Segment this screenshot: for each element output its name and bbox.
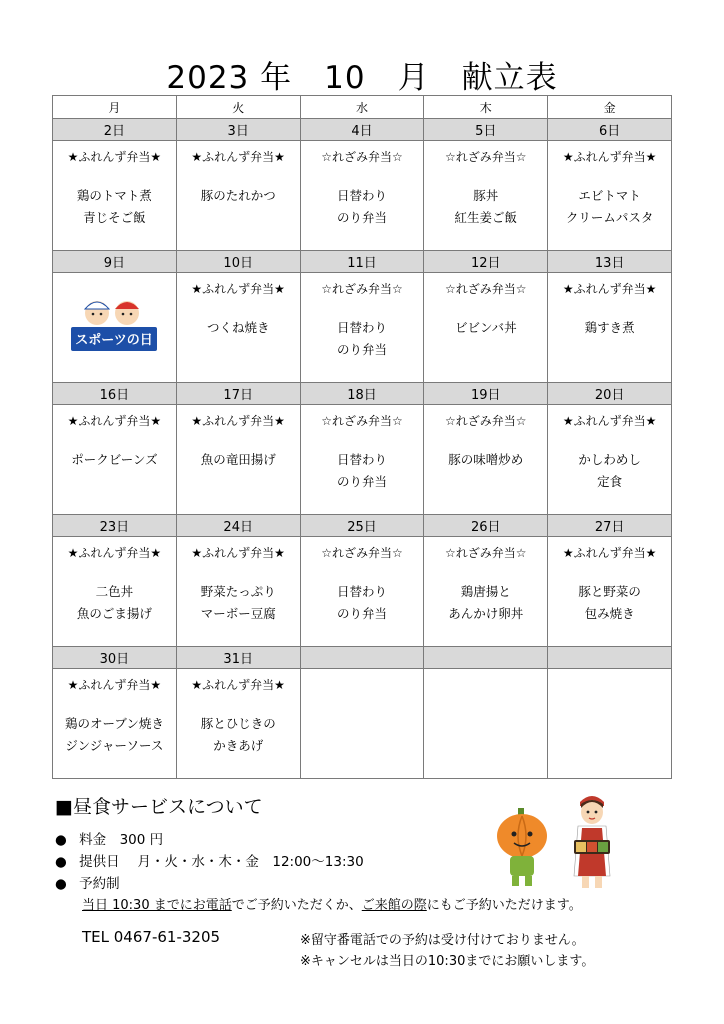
date-cell: 3日	[176, 119, 300, 141]
date-cell: 31日	[176, 647, 300, 669]
bento-type-label: ★ふれんず弁当★	[67, 150, 162, 164]
date-row	[53, 383, 672, 405]
meal-cell	[548, 537, 672, 647]
meal-cell	[300, 405, 424, 515]
bento-type-label: ☆れざみ弁当☆	[445, 414, 527, 428]
dish-name: 日替わり のり弁当	[336, 452, 387, 489]
weekday-header-row	[53, 96, 672, 119]
fee-text: 料金 300 円	[79, 832, 164, 848]
dish-name: 日替わり のり弁当	[336, 188, 387, 225]
date-cell: 23日	[53, 515, 177, 537]
fee-line	[55, 828, 163, 848]
bento-type-label: ☆れざみ弁当☆	[321, 414, 403, 428]
date-cell: 19日	[424, 383, 548, 405]
meal-cell	[548, 141, 672, 251]
bento-type-label: ★ふれんず弁当★	[191, 150, 285, 164]
pumpkin-character-illustration	[494, 806, 550, 888]
meal-row	[53, 273, 672, 383]
reservation-line	[55, 872, 120, 892]
dish-name: 豚のたれかつ	[200, 188, 276, 203]
meal-cell	[424, 273, 548, 383]
warning-answering-machine: ※留守番電話での予約は受け付けておりません。	[300, 933, 585, 948]
dish-name: エビトマト クリームパスタ	[565, 188, 654, 225]
bullet-icon: ●	[55, 854, 67, 870]
date-cell: 11日	[300, 251, 424, 273]
meal-cell	[548, 273, 672, 383]
server-lady-illustration	[566, 790, 618, 890]
menu-calendar	[52, 95, 672, 779]
dish-name: 日替わり のり弁当	[336, 320, 387, 357]
days-text: 提供日 月・火・水・木・金 12:00～13:30	[79, 854, 364, 870]
meal-cell	[300, 141, 424, 251]
date-cell: 6日	[548, 119, 672, 141]
telephone-number: TEL 0467-61-3205	[82, 928, 221, 946]
days-line	[55, 850, 364, 870]
dish-name: 鶏のオーブン焼き ジンジャーソース	[64, 716, 164, 753]
bento-type-label: ★ふれんず弁当★	[562, 282, 657, 296]
date-row	[53, 515, 672, 537]
meal-cell	[300, 669, 424, 779]
date-cell: 13日	[548, 251, 672, 273]
meal-cell	[53, 537, 177, 647]
date-cell: 30日	[53, 647, 177, 669]
bento-type-label: ★ふれんず弁当★	[562, 414, 657, 428]
meal-cell	[53, 669, 177, 779]
date-cell: 10日	[176, 251, 300, 273]
note-text-2: にもご予約いただけます。	[426, 898, 582, 913]
dish-name: 豚丼 紅生姜ご飯	[454, 188, 518, 225]
meal-cell	[176, 669, 300, 779]
meal-cell	[53, 273, 177, 383]
dish-name: ビビンバ丼	[454, 320, 517, 335]
sports-day-label: スポーツの日	[75, 333, 154, 348]
lunch-service-heading: ■昼食サービスについて	[55, 796, 263, 818]
bento-type-label: ★ふれんず弁当★	[67, 414, 162, 428]
bullet-icon: ●	[55, 876, 67, 892]
dish-name: 二色丼 魚のごま揚げ	[76, 584, 152, 621]
note-phone-deadline: 当日 10:30 までにお電話	[82, 898, 232, 913]
dish-name: 日替わり のり弁当	[336, 584, 387, 621]
date-cell: 20日	[548, 383, 672, 405]
date-row	[53, 647, 672, 669]
meal-cell	[176, 537, 300, 647]
date-cell	[548, 647, 672, 669]
date-cell: 16日	[53, 383, 177, 405]
bento-type-label: ☆れざみ弁当☆	[445, 546, 527, 560]
bento-type-label: ★ふれんず弁当★	[191, 282, 285, 296]
bullet-icon: ●	[55, 832, 67, 848]
meal-cell	[424, 669, 548, 779]
bento-type-label: ★ふれんず弁当★	[562, 546, 657, 560]
meal-cell	[548, 405, 672, 515]
page-title: 2023 年 10 月 献立表	[166, 60, 558, 96]
dish-name: ポークビーンズ	[71, 452, 158, 467]
meal-cell	[176, 405, 300, 515]
note-text-1: でご予約いただくか、	[231, 898, 362, 913]
date-cell	[300, 647, 424, 669]
bento-type-label: ★ふれんず弁当★	[67, 678, 162, 692]
meal-cell	[53, 141, 177, 251]
date-cell: 9日	[53, 251, 177, 273]
meal-row	[53, 405, 672, 515]
meal-cell	[424, 405, 548, 515]
date-cell: 2日	[53, 119, 177, 141]
date-cell	[424, 647, 548, 669]
date-cell: 26日	[424, 515, 548, 537]
date-row	[53, 119, 672, 141]
sports-day-badge	[69, 293, 159, 355]
date-cell: 17日	[176, 383, 300, 405]
reservation-note	[82, 894, 582, 913]
dish-name: 豚と野菜の 包み焼き	[578, 584, 641, 621]
meal-cell	[424, 537, 548, 647]
bento-type-label: ☆れざみ弁当☆	[321, 282, 403, 296]
bento-type-label: ★ふれんず弁当★	[191, 678, 285, 692]
meal-cell	[176, 273, 300, 383]
bento-type-label: ☆れざみ弁当☆	[321, 546, 403, 560]
date-row	[53, 251, 672, 273]
date-cell: 18日	[300, 383, 424, 405]
dish-name: つくね焼き	[206, 320, 270, 335]
dish-name: 豚の味噌炒め	[448, 452, 524, 467]
weekday-header: 金	[548, 96, 672, 119]
reservation-text: 予約制	[79, 876, 120, 892]
bento-type-label: ☆れざみ弁当☆	[445, 150, 527, 164]
weekday-header: 火	[176, 96, 300, 119]
meal-cell	[424, 141, 548, 251]
weekday-header: 月	[53, 96, 177, 119]
meal-row	[53, 537, 672, 647]
bento-type-label: ★ふれんず弁当★	[67, 546, 162, 560]
bento-type-label: ★ふれんず弁当★	[191, 414, 285, 428]
date-cell: 5日	[424, 119, 548, 141]
meal-row	[53, 141, 672, 251]
dish-name: 野菜たっぷり マーボー豆腐	[200, 584, 276, 621]
dish-name: 鶏のトマト煮 青じそご飯	[76, 188, 152, 225]
meal-cell	[176, 141, 300, 251]
weekday-header: 水	[300, 96, 424, 119]
meal-cell	[548, 669, 672, 779]
bento-type-label: ☆れざみ弁当☆	[445, 282, 527, 296]
weekday-header: 木	[424, 96, 548, 119]
note-visit: ご来館の際	[361, 898, 427, 913]
dish-name: 魚の竜田揚げ	[200, 452, 276, 467]
meal-cell	[300, 537, 424, 647]
bento-type-label: ★ふれんず弁当★	[562, 150, 657, 164]
meal-row	[53, 669, 672, 779]
date-cell: 24日	[176, 515, 300, 537]
bento-type-label: ★ふれんず弁当★	[191, 546, 285, 560]
date-cell: 27日	[548, 515, 672, 537]
dish-name: 豚とひじきの かきあげ	[200, 716, 276, 753]
date-cell: 12日	[424, 251, 548, 273]
dish-name: 鶏すき煮	[584, 320, 635, 335]
bento-type-label: ☆れざみ弁当☆	[321, 150, 403, 164]
date-cell: 4日	[300, 119, 424, 141]
meal-cell	[53, 405, 177, 515]
dish-name: 鶏唐揚と あんかけ卵丼	[448, 584, 524, 621]
date-cell: 25日	[300, 515, 424, 537]
warning-cancel: ※キャンセルは当日の10:30までにお願いします。	[300, 954, 595, 969]
dish-name: かしわめし 定食	[578, 452, 641, 489]
meal-cell	[300, 273, 424, 383]
